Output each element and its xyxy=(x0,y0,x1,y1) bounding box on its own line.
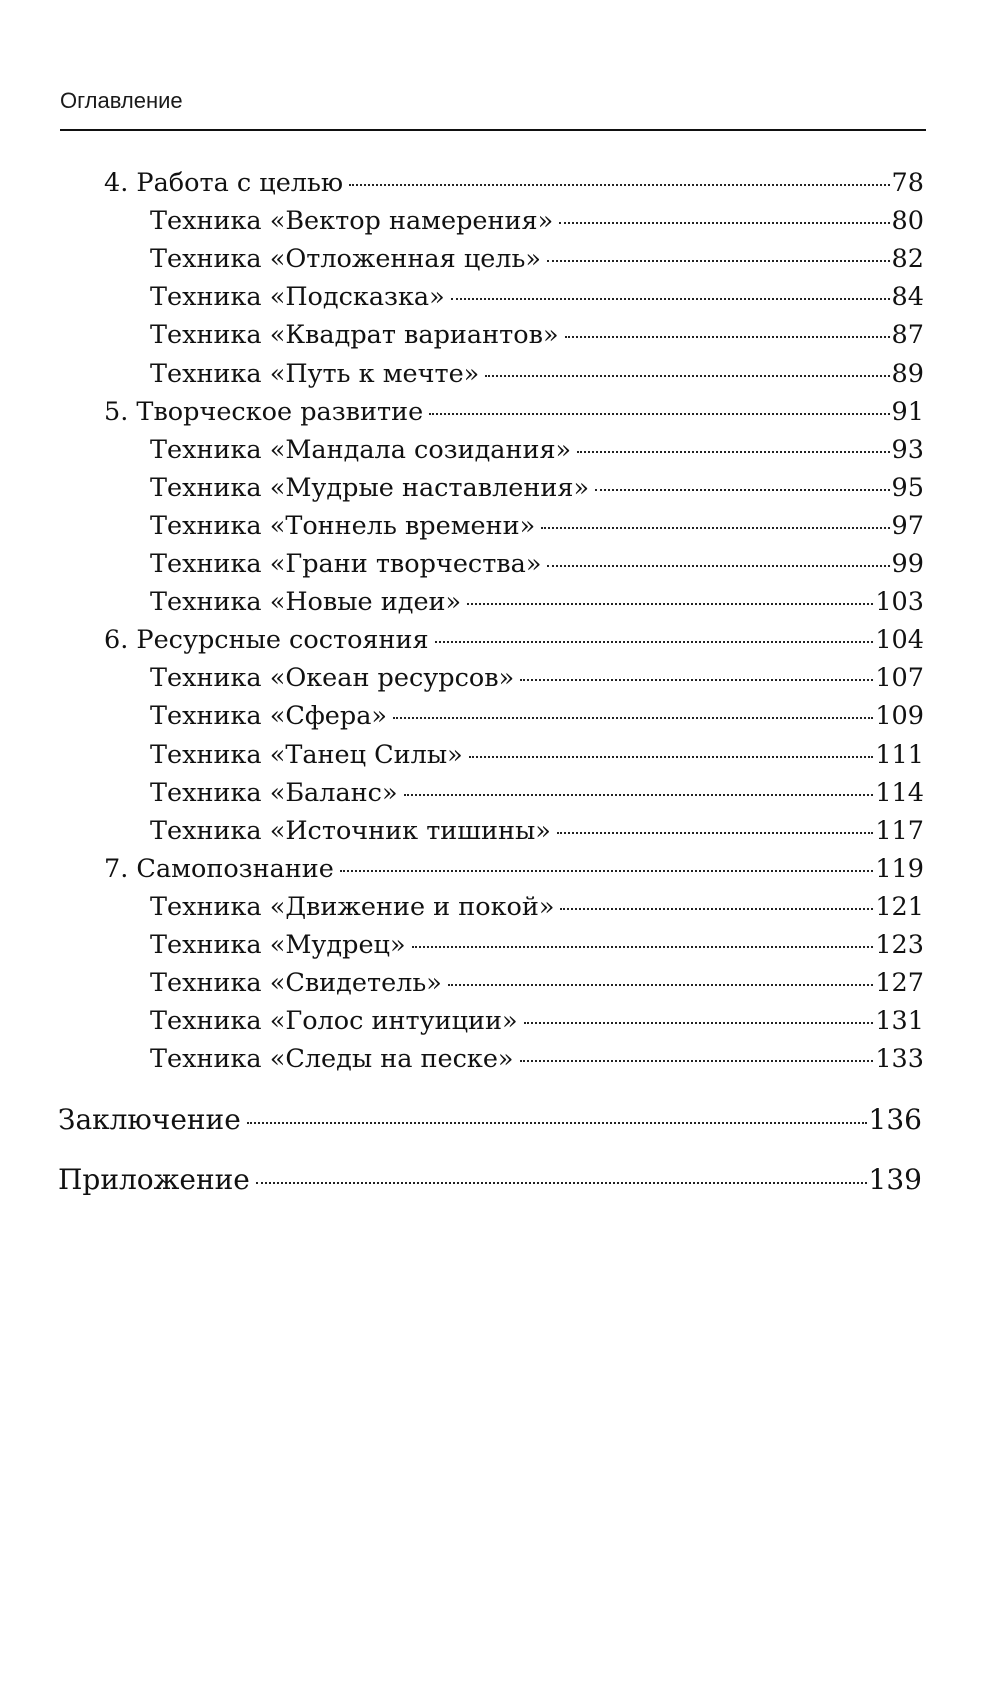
dot-leader xyxy=(595,489,889,491)
toc-entry-title: Техника «Квадрат вариантов» xyxy=(150,320,559,351)
toc-entry-title: 4. Работа с целью xyxy=(104,168,344,198)
toc-entry-title: Техника «Вектор намерения» xyxy=(150,206,554,237)
toc-entry-title: Приложение xyxy=(58,1163,250,1196)
toc-entry-technique xyxy=(150,740,924,770)
dot-leader xyxy=(559,222,889,224)
toc-entry-page-number: 89 xyxy=(891,358,924,389)
dot-leader xyxy=(451,298,890,300)
toc-entry-technique xyxy=(150,473,924,503)
toc-entry-chapter xyxy=(104,625,924,655)
toc-entry-technique xyxy=(150,968,924,998)
toc-entry-page-number: 80 xyxy=(891,206,924,237)
toc-entry-page-number: 123 xyxy=(875,930,924,960)
dot-leader xyxy=(256,1182,867,1184)
toc-entry-page-number: 114 xyxy=(875,777,924,808)
dot-leader xyxy=(520,1060,874,1062)
toc-entry-page-number: 82 xyxy=(891,244,924,275)
toc-entry-technique xyxy=(150,511,924,541)
toc-entry-technique xyxy=(150,892,924,922)
dot-leader xyxy=(467,603,873,605)
toc-entry-title: Техника «Новые идеи» xyxy=(150,587,462,618)
toc-entry-title: Техника «Отложенная цель» xyxy=(150,244,541,275)
toc-entry-page-number: 93 xyxy=(891,434,924,465)
toc-entry-title: Техника «Баланс» xyxy=(150,777,398,808)
toc-entry-title: Техника «Подсказка» xyxy=(150,282,445,313)
dot-leader xyxy=(547,260,890,262)
toc-entry-title: Техника «Голос интуиции» xyxy=(150,1006,518,1037)
toc-entry-page-number: 99 xyxy=(891,549,924,579)
dot-leader xyxy=(349,184,889,186)
toc-entry-title: 6. Ресурсные состояния xyxy=(104,625,429,656)
toc-entry-page-number: 103 xyxy=(875,587,924,618)
toc-entry-technique xyxy=(150,549,924,579)
toc-entry-technique xyxy=(150,282,924,312)
dot-leader xyxy=(557,832,873,834)
toc-entry-title: Техника «Сфера» xyxy=(150,701,388,732)
toc-entry-title: Техника «Движение и покой» xyxy=(150,891,555,922)
toc-entry-title: Техника «Танец Силы» xyxy=(150,739,463,770)
toc-entry-page-number: 87 xyxy=(891,320,924,351)
dot-leader xyxy=(404,794,874,796)
toc-entry-page-number: 121 xyxy=(875,891,924,922)
toc-entry-title: 7. Самопознание xyxy=(104,853,334,884)
toc-entry-title: 5. Творческое развитие xyxy=(104,396,424,427)
toc-entry-technique xyxy=(150,1006,924,1036)
toc-entry-title: Техника «Следы на песке» xyxy=(150,1044,514,1075)
toc-entry-technique xyxy=(150,359,924,389)
dot-leader xyxy=(485,375,889,377)
toc-entry-chapter xyxy=(104,854,924,884)
toc-entry-technique xyxy=(150,816,924,846)
dot-leader xyxy=(469,756,874,758)
toc-entry-chapter xyxy=(104,168,924,198)
toc-entry-page-number: 127 xyxy=(875,968,924,999)
toc-entry-title: Техника «Грани творчества» xyxy=(150,549,542,579)
toc-entry-technique xyxy=(150,1044,924,1074)
dot-leader xyxy=(247,1122,867,1124)
toc-entry-page-number: 84 xyxy=(891,282,924,313)
toc-entry-page-number: 107 xyxy=(875,663,924,694)
dot-leader xyxy=(429,413,889,415)
toc-entry-section xyxy=(58,1163,922,1196)
toc-entry-chapter xyxy=(104,397,924,427)
dot-leader xyxy=(524,1022,874,1024)
dot-leader xyxy=(547,565,889,567)
dot-leader xyxy=(565,336,890,338)
toc-entry-page-number: 91 xyxy=(891,396,924,427)
toc-entry-page-number: 139 xyxy=(868,1163,922,1196)
toc-entry-title: Техника «Океан ресурсов» xyxy=(150,663,515,694)
toc-entry-title: Техника «Тоннель времени» xyxy=(150,510,536,541)
toc-entry-title: Техника «Источник тишины» xyxy=(150,815,551,846)
toc-entry-title: Заключение xyxy=(58,1103,241,1136)
toc-entry-page-number: 117 xyxy=(875,815,924,846)
toc-entry-page-number: 136 xyxy=(868,1103,922,1136)
toc-entry-title: Техника «Мандала созидания» xyxy=(150,434,572,465)
toc-entry-title: Техника «Путь к мечте» xyxy=(150,358,480,389)
dot-leader xyxy=(520,679,873,681)
toc-entry-title: Техника «Мудрец» xyxy=(150,930,406,960)
dot-leader xyxy=(541,527,889,529)
dot-leader xyxy=(412,946,874,948)
toc-entry-technique xyxy=(150,320,924,350)
toc-entry-technique xyxy=(150,701,924,731)
toc-entry-page-number: 119 xyxy=(875,853,924,884)
toc-entry-page-number: 133 xyxy=(875,1044,924,1075)
toc-entry-page-number: 109 xyxy=(875,701,924,732)
toc-entry-technique xyxy=(150,778,924,808)
toc-entry-page-number: 97 xyxy=(891,510,924,541)
toc-entry-technique xyxy=(150,244,924,274)
toc-entry-technique xyxy=(150,206,924,236)
toc-entry-title: Техника «Свидетель» xyxy=(150,968,442,999)
dot-leader xyxy=(560,908,873,910)
toc-entry-title: Техника «Мудрые наставления» xyxy=(150,472,590,503)
toc-entry-page-number: 104 xyxy=(875,625,924,656)
toc-entry-technique xyxy=(150,663,924,693)
toc-entry-section xyxy=(58,1103,922,1136)
toc-entry-technique xyxy=(150,587,924,617)
running-head: Оглавление xyxy=(60,88,183,113)
dot-leader xyxy=(340,870,873,872)
toc-entry-page-number: 111 xyxy=(875,739,924,770)
toc-entry-technique xyxy=(150,930,924,960)
toc-entry-page-number: 131 xyxy=(875,1006,924,1037)
toc-entry-page-number: 78 xyxy=(891,168,924,198)
dot-leader xyxy=(577,451,889,453)
dot-leader xyxy=(393,717,873,719)
toc-entry-technique xyxy=(150,435,924,465)
toc-entry-page-number: 95 xyxy=(891,472,924,503)
dot-leader xyxy=(435,641,874,643)
dot-leader xyxy=(448,984,873,986)
